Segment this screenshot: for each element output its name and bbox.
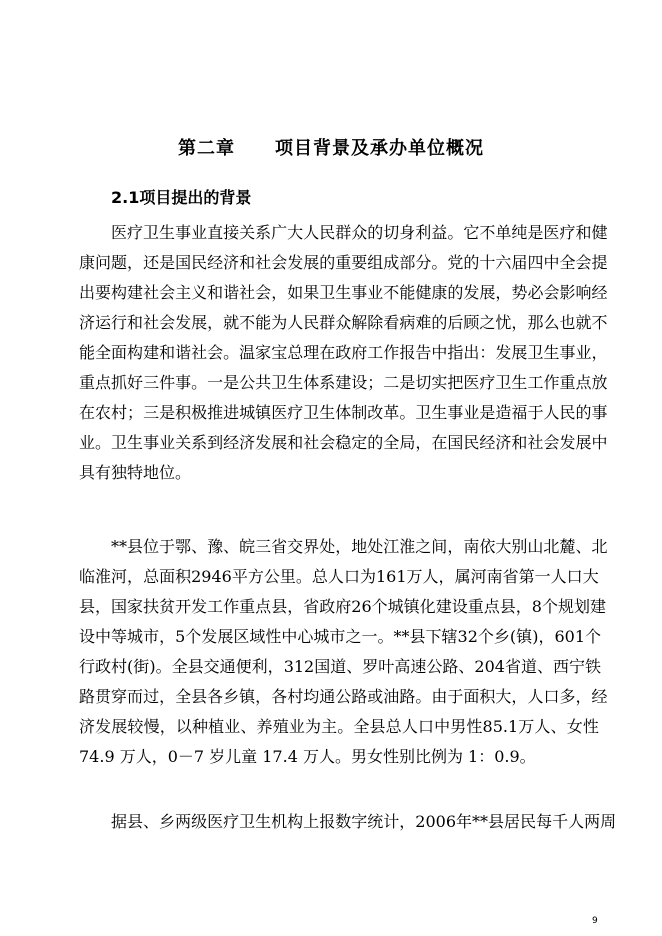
paragraph-line: 路 贯 穿 而 过 ， 全 县 各 乡 镇 ， 各 村 均 通 公 路 或 油 路 。 由 于 面 积 大 ， 人 口 多 ， 经	[79, 687, 608, 706]
paragraph-line: 能 全 面 构 建 和 谐 社 会 。 温 家 宝 总 理 在 政 府 工 作 报 告 中 指 出 ： 发 展 卫 生 事 业 ，	[79, 343, 608, 362]
section-title: 2.1项目提出的背景	[111, 188, 252, 207]
paragraph-line: 县 ， 国 家 扶 贫 开 发 工 作 重 点 县 ， 省 政 府 26 个 城 镇 化 建 设 重 点 县 ， 8 个 规 划 建	[79, 597, 607, 616]
paragraph-line: 康 问 题 ， 还 是 国 民 经 济 和 社 会 发 展 的 重 要 组 成 部 分 。 党 的 十 六 届 四 中 全 会 提	[79, 253, 608, 272]
paragraph-line: 出 要 构 建 社 会 主 义 和 谐 社 会 ， 如 果 卫 生 事 业 不 能 健 康 的 发 展 ， 势 必 会 影 响 经	[79, 283, 608, 302]
paragraph-line: 济 运 行 和 社 会 发 展 ， 就 不 能 为 人 民 群 众 解 除 看 病 难 的 后 顾 之 忧 ， 那 么 也 就 不	[79, 313, 608, 332]
paragraph-line: 在 农 村 ； 三 是 积 极 推 进 城 镇 医 疗 卫 生 体 制 改 革 。 卫 生 事 业 是 造 福 于 人 民 的 事	[79, 403, 608, 422]
paragraph-line: 业 。 卫 生 事 业 关 系 到 经 济 发 展 和 社 会 稳 定 的 全 局 ， 在 国 民 经 济 和 社 会 发 展 中	[79, 433, 608, 452]
paragraph-line: 医 疗 卫 生 事 业 直 接 关 系 广 大 人 民 群 众 的 切 身 利 益 。 它 不 单 纯 是 医 疗 和 健	[111, 223, 608, 242]
paragraph-2	[79, 532, 608, 772]
paragraph-line: ** 县 位 于 鄂 、 豫 、 皖 三 省 交 界 处 ， 地 处 江 淮 之 间 ， 南 依 大 别 山 北 麓 、 北	[111, 537, 608, 556]
chapter-number: 第二章	[178, 138, 235, 159]
paragraph-line: 据 县 、 乡 两 级 医 疗 卫 生 机 构 上 报 数 字 统 计 ， 2006 年 ** 县 居 民 每 千 人 两 周	[111, 812, 617, 831]
paragraph-1	[79, 218, 608, 488]
paragraph-line: 临 淮 河 ， 总 面 积 2946 平 方 公 里 。 总 人 口 为 161 万 人 ， 属 河 南 省 第 一 人 口 大	[79, 567, 599, 586]
paragraph-line: 重 点 抓 好 三 件 事 。 一 是 公 共 卫 生 体 系 建 设 ； 二 是 切 实 把 医 疗 卫 生 工 作 重 点 放	[79, 373, 608, 392]
chapter-title-text: 项目背景及承办单位概况	[275, 138, 484, 159]
paragraph-line: 行 政 村 ( 街 ) 。 全 县 交 通 便 利 ， 312 国 道 、 罗 叶 高 速 公 路 、 204 省 道 、 西 宁 铁	[79, 657, 602, 676]
paragraph-line: 74.9 万人，0－7 岁儿童 17.4 万人。男女性别比例为 1：0.9。	[79, 747, 536, 766]
paragraph-line: 具有独特地位。	[79, 463, 192, 482]
paragraph-3	[79, 807, 617, 837]
paragraph-line: 设 中 等 城 市 ， 5 个 发 展 区 域 性 中 心 城 市 之 一 。 ** 县 下 辖 32 个 乡 ( 镇 ) ， 601 个	[79, 627, 602, 646]
chapter-title	[0, 134, 662, 160]
paragraph-line: 济 发 展 较 慢 ， 以 种 植 业 、 养 殖 业 为 主 。 全 县 总 人 口 中 男 性 85.1 万 人 、 女 性	[79, 717, 599, 736]
page-number: 9	[592, 916, 598, 926]
